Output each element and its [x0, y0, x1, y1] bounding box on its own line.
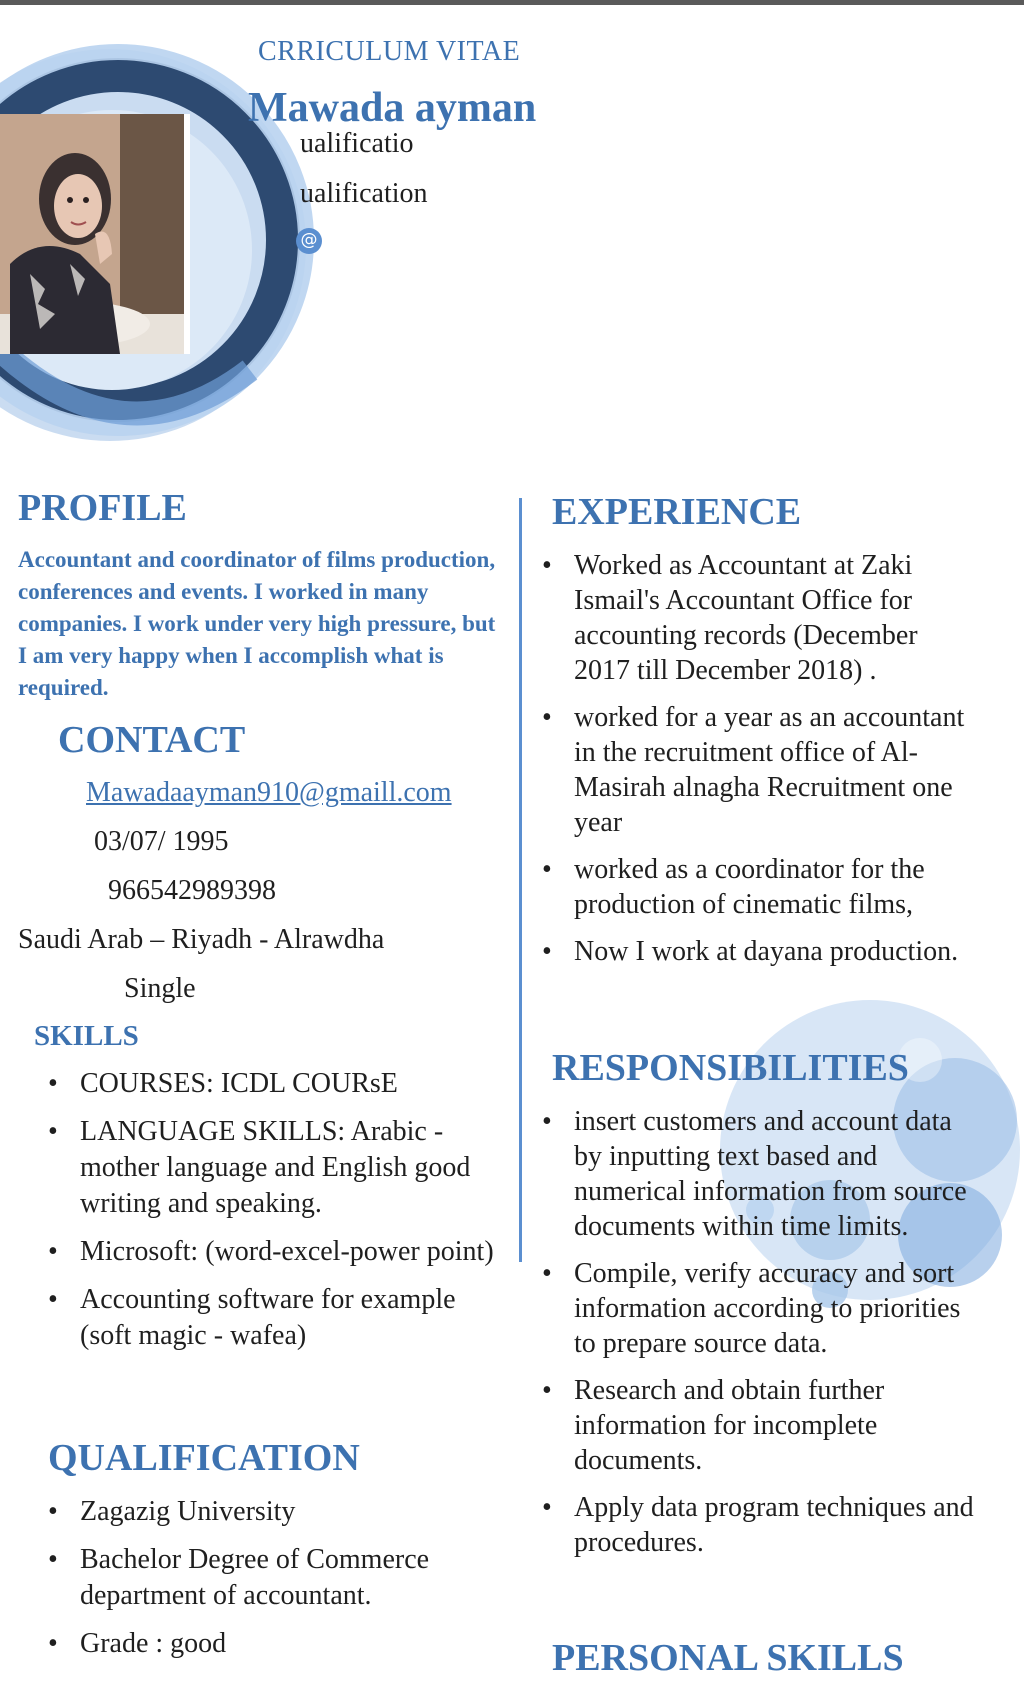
experience-item: • Worked as Accountant at Zaki Ismail's Accountant Office for accounting records (December 2017 till December 2018) . — [542, 548, 972, 688]
qualification-item: • Zagazig University — [48, 1494, 488, 1530]
experience-list — [542, 548, 972, 981]
email-at-icon: @ — [296, 228, 322, 254]
responsibility-item: • insert customers and account data by inputting text based and numerical information from source documents within time limits. — [542, 1104, 982, 1244]
experience-item: • Now I work at dayana production. — [542, 934, 972, 969]
profile-heading: PROFILE — [18, 487, 187, 529]
profile-text: Accountant and coordinator of films production, conferences and events. I worked in many companies. I work under very high pressure, but I am very happy when I accomplish what is required. — [18, 547, 496, 700]
phone-number: 966542989398 — [108, 875, 276, 906]
email-link[interactable]: Mawadaayman910@gmaill.com — [86, 777, 452, 808]
skills-heading: SKILLS — [34, 1020, 139, 1052]
experience-item: • worked as a coordinator for the production of cinematic films, — [542, 852, 972, 922]
skill-item: • COURSES: ICDL COURsE — [48, 1066, 508, 1102]
experience-item: • worked for a year as an accountant in the recruitment office of Al-Masirah alnagha Recruitment one year — [542, 700, 972, 840]
marital-status: Single — [124, 973, 196, 1004]
profile-photo — [0, 114, 190, 354]
address: Saudi Arab – Riyadh - Alrawdha — [18, 924, 385, 955]
candidate-name: Mawada ayman — [248, 85, 537, 131]
personal-skills-heading: PERSONAL SKILLS — [552, 1637, 904, 1679]
contact-heading: CONTACT — [58, 719, 246, 761]
skill-item: • Accounting software for example (soft magic - wafea) — [48, 1282, 508, 1354]
qualification-heading: QUALIFICATION — [48, 1437, 360, 1479]
header-qualification-line-2: ualification — [300, 178, 428, 209]
responsibility-item: • Apply data program techniques and procedures. — [542, 1490, 982, 1560]
skills-list — [48, 1066, 508, 1366]
responsibilities-list — [542, 1104, 982, 1572]
qualification-item: • Bachelor Degree of Commerce department of accountant. — [48, 1542, 488, 1614]
birthdate: 03/07/ 1995 — [94, 826, 229, 857]
qualification-clip — [0, 1494, 512, 1659]
column-divider — [519, 498, 522, 1262]
experience-heading: EXPERIENCE — [552, 491, 802, 533]
personal-skills-clip — [540, 1630, 1020, 1679]
skill-item: • Microsoft: (word-excel-power point) — [48, 1234, 508, 1270]
top-border — [0, 0, 1024, 5]
cv-title: CRRICULUM VITAE — [258, 36, 521, 67]
responsibility-item: • Compile, verify accuracy and sort information according to priorities to prepare source data. — [542, 1256, 982, 1361]
responsibility-item: • Research and obtain further information for incomplete documents. — [542, 1373, 982, 1478]
qualification-item: • Grade : good — [48, 1626, 488, 1662]
qualification-list — [48, 1494, 488, 1674]
responsibilities-heading: RESPONSIBILITIES — [552, 1047, 909, 1089]
skill-item: • LANGUAGE SKILLS: Arabic - mother language and English good writing and speaking. — [48, 1114, 508, 1222]
header-qualification-line-1: ualificatio — [300, 128, 414, 159]
